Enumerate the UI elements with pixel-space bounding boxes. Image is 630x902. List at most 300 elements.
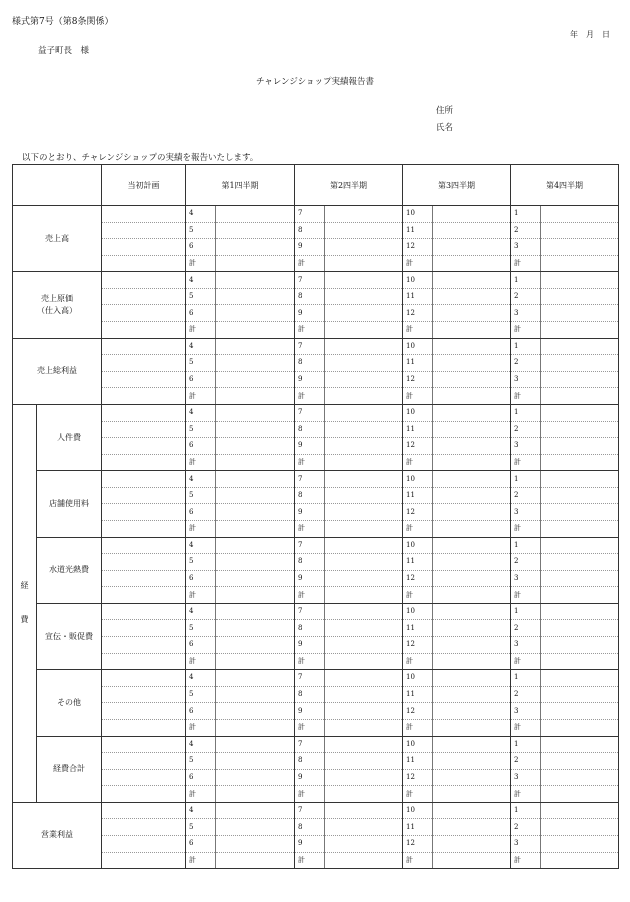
value-cell[interactable]	[325, 703, 403, 720]
month-label: 5	[186, 620, 216, 637]
month-label: 10	[403, 537, 433, 554]
section-label: 売上総利益	[13, 338, 102, 404]
value-cell[interactable]	[216, 438, 295, 455]
value-cell[interactable]	[433, 753, 511, 770]
table-row	[13, 388, 619, 405]
month-label: 計	[295, 719, 325, 736]
value-cell[interactable]	[433, 670, 511, 687]
plan-cell[interactable]	[102, 520, 186, 537]
value-cell[interactable]	[433, 255, 511, 272]
section-label: 宣伝・販促費	[37, 603, 102, 669]
value-cell[interactable]	[541, 719, 619, 736]
value-cell[interactable]	[433, 686, 511, 703]
value-cell[interactable]	[541, 272, 619, 289]
value-cell[interactable]	[541, 653, 619, 670]
value-cell[interactable]	[216, 686, 295, 703]
date-field: 年 月 日	[570, 30, 610, 39]
month-label: 12	[403, 769, 433, 786]
value-cell[interactable]	[433, 835, 511, 852]
value-cell[interactable]	[433, 487, 511, 504]
table-row	[13, 769, 619, 786]
plan-cell[interactable]	[102, 653, 186, 670]
value-cell[interactable]	[433, 786, 511, 803]
header-q2: 第2四半期	[295, 165, 403, 206]
value-cell[interactable]	[541, 239, 619, 256]
value-cell[interactable]	[325, 222, 403, 239]
value-cell[interactable]	[216, 487, 295, 504]
plan-cell[interactable]	[102, 239, 186, 256]
table-header-row	[13, 165, 619, 206]
header-q4: 第4四半期	[511, 165, 619, 206]
value-cell[interactable]	[433, 388, 511, 405]
value-cell[interactable]	[541, 670, 619, 687]
value-cell[interactable]	[433, 637, 511, 654]
value-cell[interactable]	[216, 421, 295, 438]
value-cell[interactable]	[216, 670, 295, 687]
value-cell[interactable]	[433, 421, 511, 438]
table-row	[13, 305, 619, 322]
plan-cell[interactable]	[102, 537, 186, 554]
month-label: 11	[403, 421, 433, 438]
table-row	[13, 355, 619, 372]
plan-cell[interactable]	[102, 835, 186, 852]
value-cell[interactable]	[541, 438, 619, 455]
month-label: 2	[511, 487, 541, 504]
month-label: 9	[295, 637, 325, 654]
value-cell[interactable]	[433, 371, 511, 388]
table-row	[13, 404, 619, 421]
value-cell[interactable]	[541, 421, 619, 438]
value-cell[interactable]	[325, 719, 403, 736]
value-cell[interactable]	[433, 819, 511, 836]
month-label: 9	[295, 504, 325, 521]
month-label: 12	[403, 570, 433, 587]
plan-cell[interactable]	[102, 554, 186, 571]
month-label: 6	[186, 570, 216, 587]
value-cell[interactable]	[325, 421, 403, 438]
value-cell[interactable]	[216, 305, 295, 322]
value-cell[interactable]	[541, 255, 619, 272]
month-label: 計	[186, 454, 216, 471]
month-label: 計	[511, 653, 541, 670]
value-cell[interactable]	[325, 670, 403, 687]
value-cell[interactable]	[541, 222, 619, 239]
value-cell[interactable]	[325, 371, 403, 388]
value-cell[interactable]	[325, 835, 403, 852]
value-cell[interactable]	[216, 570, 295, 587]
plan-cell[interactable]	[102, 305, 186, 322]
value-cell[interactable]	[325, 288, 403, 305]
value-cell[interactable]	[325, 620, 403, 637]
value-cell[interactable]	[216, 769, 295, 786]
value-cell[interactable]	[541, 835, 619, 852]
value-cell[interactable]	[541, 487, 619, 504]
value-cell[interactable]	[541, 322, 619, 339]
plan-cell[interactable]	[102, 272, 186, 289]
value-cell[interactable]	[325, 438, 403, 455]
month-label: 11	[403, 487, 433, 504]
plan-cell[interactable]	[102, 438, 186, 455]
value-cell[interactable]	[541, 852, 619, 869]
value-cell[interactable]	[541, 819, 619, 836]
value-cell[interactable]	[541, 703, 619, 720]
value-cell[interactable]	[433, 239, 511, 256]
value-cell[interactable]	[541, 305, 619, 322]
month-label: 3	[511, 703, 541, 720]
value-cell[interactable]	[216, 222, 295, 239]
value-cell[interactable]	[433, 769, 511, 786]
value-cell[interactable]	[433, 206, 511, 223]
table-row	[13, 554, 619, 571]
value-cell[interactable]	[325, 587, 403, 604]
value-cell[interactable]	[216, 371, 295, 388]
month-label: 4	[186, 802, 216, 819]
value-cell[interactable]	[216, 255, 295, 272]
plan-cell[interactable]	[102, 802, 186, 819]
value-cell[interactable]	[541, 603, 619, 620]
value-cell[interactable]	[325, 255, 403, 272]
value-cell[interactable]	[325, 520, 403, 537]
month-label: 6	[186, 371, 216, 388]
value-cell[interactable]	[433, 471, 511, 488]
value-cell[interactable]	[325, 355, 403, 372]
month-label: 9	[295, 438, 325, 455]
table-row	[13, 835, 619, 852]
table-row	[13, 537, 619, 554]
table-row	[13, 239, 619, 256]
value-cell[interactable]	[325, 454, 403, 471]
table-row	[13, 454, 619, 471]
value-cell[interactable]	[325, 603, 403, 620]
table-row	[13, 206, 619, 223]
value-cell[interactable]	[433, 719, 511, 736]
month-label: 計	[403, 852, 433, 869]
value-cell[interactable]	[325, 736, 403, 753]
value-cell[interactable]	[216, 322, 295, 339]
value-cell[interactable]	[216, 288, 295, 305]
month-label: 計	[511, 454, 541, 471]
value-cell[interactable]	[325, 570, 403, 587]
month-label: 12	[403, 438, 433, 455]
value-cell[interactable]	[433, 454, 511, 471]
value-cell[interactable]	[433, 504, 511, 521]
value-cell[interactable]	[541, 537, 619, 554]
month-label: 9	[295, 239, 325, 256]
month-label: 計	[511, 786, 541, 803]
month-label: 2	[511, 355, 541, 372]
value-cell[interactable]	[216, 852, 295, 869]
value-cell[interactable]	[433, 653, 511, 670]
section-label: 営業利益	[13, 802, 102, 868]
value-cell[interactable]	[216, 653, 295, 670]
value-cell[interactable]	[325, 305, 403, 322]
value-cell[interactable]	[325, 769, 403, 786]
month-label: 7	[295, 670, 325, 687]
value-cell[interactable]	[216, 603, 295, 620]
value-cell[interactable]	[541, 338, 619, 355]
month-label: 4	[186, 537, 216, 554]
month-label: 8	[295, 686, 325, 703]
value-cell[interactable]	[325, 388, 403, 405]
intro-text: 以下のとおり、チャレンジショップの実績を報告いたします。	[22, 153, 259, 163]
value-cell[interactable]	[541, 753, 619, 770]
table-row	[13, 670, 619, 687]
value-cell[interactable]	[216, 520, 295, 537]
plan-cell[interactable]	[102, 637, 186, 654]
value-cell[interactable]	[433, 288, 511, 305]
month-label: 7	[295, 471, 325, 488]
value-cell[interactable]	[541, 802, 619, 819]
plan-cell[interactable]	[102, 404, 186, 421]
plan-cell[interactable]	[102, 753, 186, 770]
plan-cell[interactable]	[102, 587, 186, 604]
month-label: 7	[295, 802, 325, 819]
plan-cell[interactable]	[102, 288, 186, 305]
table-row	[13, 852, 619, 869]
plan-cell[interactable]	[102, 255, 186, 272]
plan-cell[interactable]	[102, 471, 186, 488]
value-cell[interactable]	[541, 206, 619, 223]
month-label: 計	[186, 653, 216, 670]
month-label: 4	[186, 603, 216, 620]
plan-cell[interactable]	[102, 719, 186, 736]
section-label: その他	[37, 670, 102, 736]
value-cell[interactable]	[433, 703, 511, 720]
value-cell[interactable]	[325, 322, 403, 339]
value-cell[interactable]	[216, 554, 295, 571]
value-cell[interactable]	[541, 454, 619, 471]
value-cell[interactable]	[216, 454, 295, 471]
value-cell[interactable]	[216, 471, 295, 488]
value-cell[interactable]	[325, 753, 403, 770]
value-cell[interactable]	[325, 471, 403, 488]
table-row	[13, 587, 619, 604]
value-cell[interactable]	[216, 753, 295, 770]
table-row	[13, 272, 619, 289]
section-label: 経費合計	[37, 736, 102, 802]
plan-cell[interactable]	[102, 819, 186, 836]
month-label: 計	[295, 786, 325, 803]
value-cell[interactable]	[325, 554, 403, 571]
value-cell[interactable]	[541, 355, 619, 372]
value-cell[interactable]	[433, 554, 511, 571]
value-cell[interactable]	[433, 537, 511, 554]
month-label: 計	[403, 388, 433, 405]
plan-cell[interactable]	[102, 570, 186, 587]
value-cell[interactable]	[541, 637, 619, 654]
month-label: 計	[295, 653, 325, 670]
value-cell[interactable]	[216, 819, 295, 836]
value-cell[interactable]	[541, 371, 619, 388]
report-table	[12, 164, 619, 869]
month-label: 8	[295, 753, 325, 770]
value-cell[interactable]	[216, 206, 295, 223]
keihi-char: 経	[20, 581, 29, 591]
month-label: 11	[403, 819, 433, 836]
value-cell[interactable]	[433, 305, 511, 322]
value-cell[interactable]	[325, 338, 403, 355]
keihi-char: 費	[20, 615, 29, 625]
month-label: 5	[186, 753, 216, 770]
value-cell[interactable]	[325, 272, 403, 289]
value-cell[interactable]	[325, 786, 403, 803]
plan-cell[interactable]	[102, 852, 186, 869]
month-label: 8	[295, 819, 325, 836]
month-label: 3	[511, 637, 541, 654]
value-cell[interactable]	[433, 802, 511, 819]
value-cell[interactable]	[325, 206, 403, 223]
value-cell[interactable]	[541, 554, 619, 571]
value-cell[interactable]	[433, 272, 511, 289]
table-row	[13, 222, 619, 239]
value-cell[interactable]	[216, 404, 295, 421]
value-cell[interactable]	[216, 504, 295, 521]
section-label: 店舗使用料	[37, 471, 102, 537]
value-cell[interactable]	[325, 487, 403, 504]
value-cell[interactable]	[325, 686, 403, 703]
month-label: 10	[403, 670, 433, 687]
value-cell[interactable]	[541, 504, 619, 521]
value-cell[interactable]	[325, 852, 403, 869]
month-label: 計	[186, 322, 216, 339]
value-cell[interactable]	[325, 653, 403, 670]
value-cell[interactable]	[216, 802, 295, 819]
month-label: 計	[295, 454, 325, 471]
value-cell[interactable]	[325, 819, 403, 836]
value-cell[interactable]	[216, 355, 295, 372]
table-row	[13, 322, 619, 339]
value-cell[interactable]	[433, 438, 511, 455]
month-label: 4	[186, 736, 216, 753]
month-label: 計	[186, 719, 216, 736]
value-cell[interactable]	[216, 239, 295, 256]
table-row	[13, 504, 619, 521]
value-cell[interactable]	[541, 471, 619, 488]
table-row	[13, 421, 619, 438]
value-cell[interactable]	[541, 404, 619, 421]
month-label: 計	[295, 520, 325, 537]
plan-cell[interactable]	[102, 355, 186, 372]
plan-cell[interactable]	[102, 371, 186, 388]
plan-cell[interactable]	[102, 504, 186, 521]
value-cell[interactable]	[216, 786, 295, 803]
month-label: 12	[403, 835, 433, 852]
value-cell[interactable]	[541, 520, 619, 537]
plan-cell[interactable]	[102, 322, 186, 339]
value-cell[interactable]	[433, 603, 511, 620]
value-cell[interactable]	[541, 288, 619, 305]
plan-cell[interactable]	[102, 670, 186, 687]
plan-cell[interactable]	[102, 769, 186, 786]
value-cell[interactable]	[541, 686, 619, 703]
month-label: 計	[403, 454, 433, 471]
value-cell[interactable]	[216, 620, 295, 637]
value-cell[interactable]	[325, 404, 403, 421]
value-cell[interactable]	[433, 852, 511, 869]
month-label: 計	[511, 587, 541, 604]
month-label: 計	[295, 852, 325, 869]
plan-cell[interactable]	[102, 454, 186, 471]
value-cell[interactable]	[541, 388, 619, 405]
value-cell[interactable]	[216, 736, 295, 753]
month-label: 6	[186, 769, 216, 786]
value-cell[interactable]	[433, 338, 511, 355]
month-label: 11	[403, 620, 433, 637]
value-cell[interactable]	[325, 537, 403, 554]
plan-cell[interactable]	[102, 338, 186, 355]
month-label: 10	[403, 272, 433, 289]
month-label: 5	[186, 686, 216, 703]
month-label: 2	[511, 421, 541, 438]
value-cell[interactable]	[216, 637, 295, 654]
value-cell[interactable]	[541, 620, 619, 637]
value-cell[interactable]	[433, 520, 511, 537]
plan-cell[interactable]	[102, 686, 186, 703]
value-cell[interactable]	[216, 272, 295, 289]
month-label: 7	[295, 404, 325, 421]
value-cell[interactable]	[216, 703, 295, 720]
plan-cell[interactable]	[102, 620, 186, 637]
month-label: 6	[186, 504, 216, 521]
month-label: 5	[186, 554, 216, 571]
value-cell[interactable]	[216, 388, 295, 405]
value-cell[interactable]	[433, 570, 511, 587]
value-cell[interactable]	[433, 322, 511, 339]
value-cell[interactable]	[433, 222, 511, 239]
value-cell[interactable]	[216, 537, 295, 554]
value-cell[interactable]	[433, 620, 511, 637]
month-label: 3	[511, 504, 541, 521]
value-cell[interactable]	[541, 587, 619, 604]
plan-cell[interactable]	[102, 736, 186, 753]
value-cell[interactable]	[325, 504, 403, 521]
value-cell[interactable]	[433, 736, 511, 753]
month-label: 1	[511, 670, 541, 687]
plan-cell[interactable]	[102, 786, 186, 803]
plan-cell[interactable]	[102, 388, 186, 405]
header-q1: 第1四半期	[186, 165, 295, 206]
plan-cell[interactable]	[102, 487, 186, 504]
value-cell[interactable]	[216, 587, 295, 604]
month-label: 計	[186, 786, 216, 803]
value-cell[interactable]	[433, 404, 511, 421]
plan-cell[interactable]	[102, 206, 186, 223]
value-cell[interactable]	[541, 786, 619, 803]
month-label: 3	[511, 769, 541, 786]
value-cell[interactable]	[433, 587, 511, 604]
plan-cell[interactable]	[102, 421, 186, 438]
value-cell[interactable]	[325, 802, 403, 819]
month-label: 3	[511, 438, 541, 455]
value-cell[interactable]	[325, 637, 403, 654]
month-label: 1	[511, 404, 541, 421]
value-cell[interactable]	[325, 239, 403, 256]
plan-cell[interactable]	[102, 703, 186, 720]
value-cell[interactable]	[433, 355, 511, 372]
month-label: 11	[403, 686, 433, 703]
plan-cell[interactable]	[102, 222, 186, 239]
month-label: 4	[186, 404, 216, 421]
month-label: 計	[403, 719, 433, 736]
plan-cell[interactable]	[102, 603, 186, 620]
value-cell[interactable]	[216, 338, 295, 355]
value-cell[interactable]	[216, 835, 295, 852]
value-cell[interactable]	[541, 769, 619, 786]
value-cell[interactable]	[541, 570, 619, 587]
header-plan: 当初計画	[102, 165, 186, 206]
value-cell[interactable]	[541, 736, 619, 753]
value-cell[interactable]	[216, 719, 295, 736]
